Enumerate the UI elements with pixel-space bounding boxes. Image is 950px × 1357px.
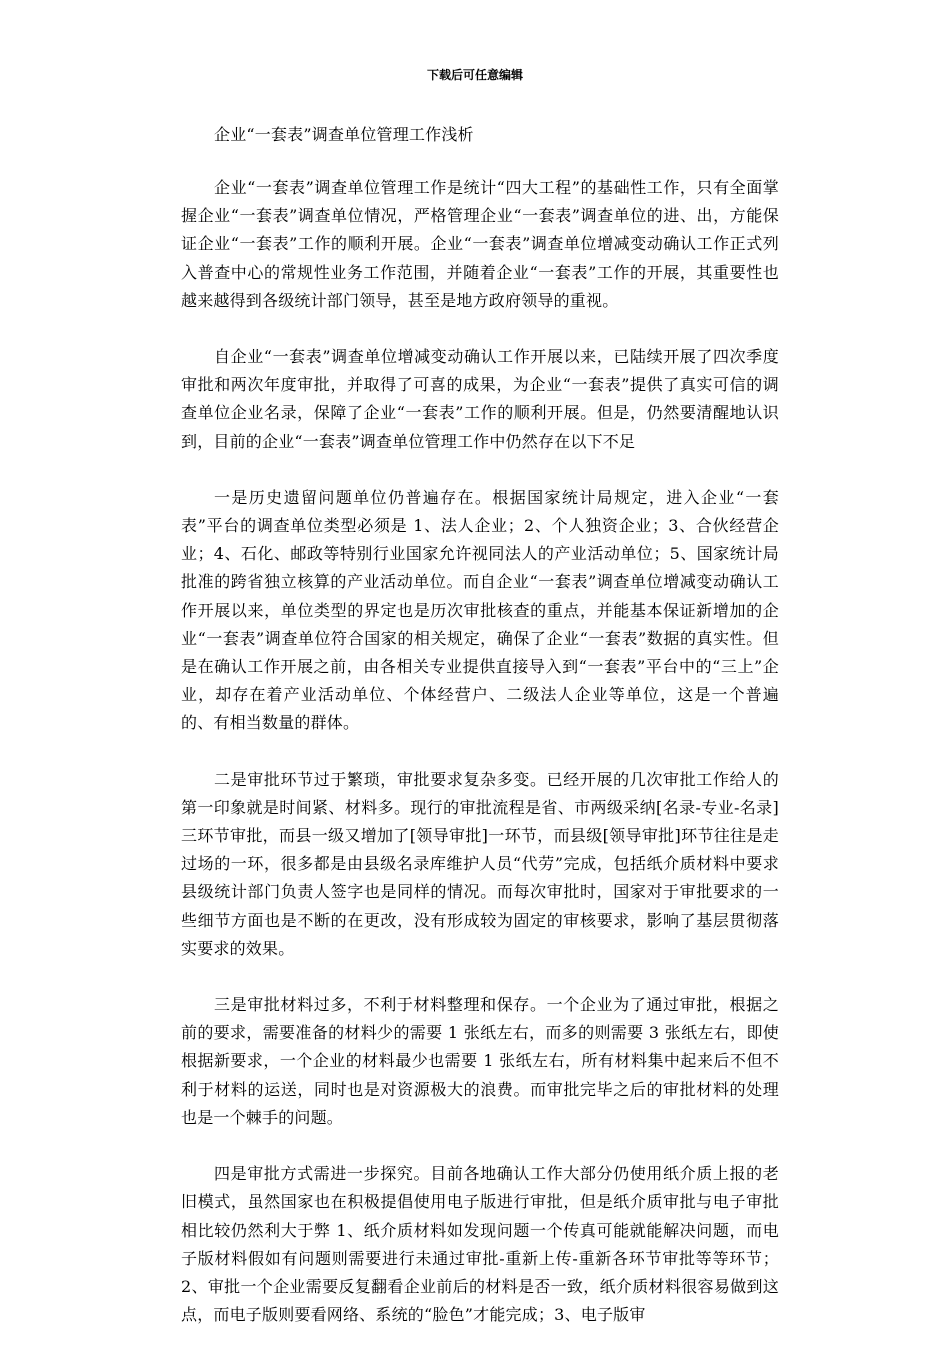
document-title: 企业“一套表”调查单位管理工作浅析 <box>214 125 474 144</box>
document-body <box>181 121 779 1357</box>
paragraph-issue-two: 二是审批环节过于繁琐，审批要求复杂多变。已经开展的几次审批工作给人的第一印象就是时间紧、材料多。现行的审批流程是省、市两级采纳[名录-专业-名录]三环节审批，而县一级又增加了[领导审批]一环节，而县级[领导审批]环节往往是走过场的一环，很多都是由县级名录库维护人员“代劳”完成，包括纸介质材料中要求县级统计部门负责人签字也是同样的情况。而每次审批时，国家对于审批要求的一些细节方面也是不断的在更改，没有形成较为固定的审核要求，影响了基层贯彻落实要求的效果。 <box>181 769 779 958</box>
paragraph-issue-four: 四是审批方式需进一步探究。目前各地确认工作大部分仍使用纸介质上报的老旧模式，虽然国家也在积极提倡使用电子版进行审批，但是纸介质审批与电子审批相比较仍然利大于弊 1、纸介质材料如发现问题一个传真可能就能解决问题，而电子版材料假如有问题则需要进行未通过审批-重新上传-重新各环节审批等等环节；2、审批一个企业需要反复翻看企业前后的材料是否一致，纸介质材料很容易做到这点，而电子版则要看网络、系统的“脸色”才能完成；3、电子版审 <box>181 1164 779 1325</box>
paragraph-achievements: 自企业“一套表”调查单位增减变动确认工作开展以来，已陆续开展了四次季度审批和两次年度审批，并取得了可喜的成果，为企业“一套表”提供了真实可信的调查单位企业名录，保障了企业“一套表”工作的顺利开展。但是，仍然要清醒地认识到，目前的企业“一套表”调查单位管理工作中仍然存在以下不足 <box>181 347 779 451</box>
paragraph-issue-one: 一是历史遗留问题单位仍普遍存在。根据国家统计局规定，进入企业“一套表”平台的调查单位类型必须是 1、法人企业；2、个人独资企业；3、合伙经营企业；4、石化、邮政等特别行业国家允许视同法人的产业活动单位；5、国家统计局批准的跨省独立核算的产业活动单位。而自企业“一套表”调查单位增减变动确认工作开展以来，单位类型的界定也是历次审批核查的重点，并能基本保证新增加的企业“一套表”调查单位符合国家的相关规定，确保了企业“一套表”数据的真实性。但是在确认工作开展之前，由各相关专业提供直接导入到“一套表”平台中的“三上”企业，却存在着产业活动单位、个体经营户、二级法人企业等单位，这是一个普遍的、有相当数量的群体。 <box>181 487 779 733</box>
paragraph-intro: 企业“一套表”调查单位管理工作是统计“四大工程”的基础性工作，只有全面掌握企业“一套表”调查单位情况，严格管理企业“一套表”调查单位的进、出，方能保证企业“一套表”工作的顺利开展。企业“一套表”调查单位增减变动确认工作正式列入普查中心的常规性业务工作范围，并随着企业“一套表”工作的开展，其重要性也越来越得到各级统计部门领导，甚至是地方政府领导的重视。 <box>181 178 779 310</box>
download-note: 下载后可任意编辑 <box>426 68 523 82</box>
paragraph-issue-three: 三是审批材料过多，不利于材料整理和保存。一个企业为了通过审批，根据之前的要求，需要准备的材料少的需要 1 张纸左右，而多的则需要 3 张纸左右，即使根据新要求，一个企业的材料最少也需要 1 张纸左右，所有材料集中起来后不但不利于材料的运送，同时也是对资源极大的浪费。而审批完毕之后的审批材料的处理也是一个棘手的问题。 <box>181 995 779 1127</box>
